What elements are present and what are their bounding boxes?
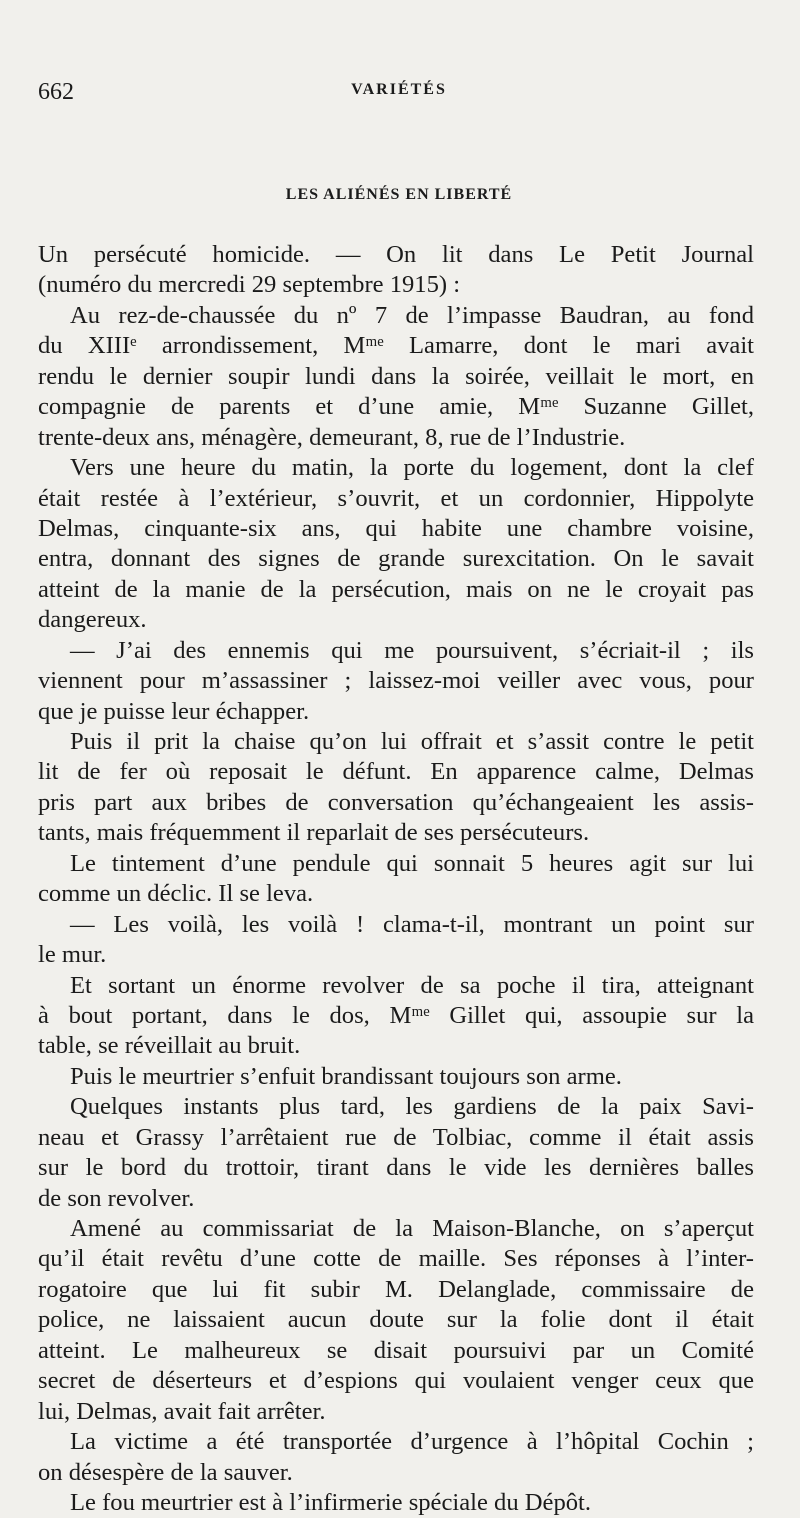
text-line: on désespère de la sauver. xyxy=(38,1458,293,1486)
text-line: Le fou meurtrier est à l’infirmerie spéciale du Dépôt. xyxy=(70,1488,592,1516)
text-line: Vers une heure du matin, la porte du logement, dont la clef xyxy=(70,454,754,482)
text-line: dangereux. xyxy=(38,606,147,634)
text-line: Quelques instants plus tard, les gardiens de la paix Savi- xyxy=(70,1093,754,1121)
text-line: à bout portant, dans le dos, Mᵐᵉ Gillet qui, assoupie sur la xyxy=(38,1001,754,1029)
text-line: — Les voilà, les voilà ! clama-t-il, montrant un point sur xyxy=(70,910,754,938)
text-line: que je puisse leur échapper. xyxy=(38,697,310,725)
text-line: le mur. xyxy=(38,941,107,969)
text-line: Un persécuté homicide. — On lit dans Le Petit Journal xyxy=(38,241,754,268)
text-line: Delmas, cinquante-six ans, qui habite une chambre voisine, xyxy=(38,514,754,542)
text-line: comme un déclic. Il se leva. xyxy=(38,880,314,908)
text-line: Puis le meurtrier s’enfuit brandissant toujours son arme. xyxy=(70,1062,622,1090)
text-line: rendu le dernier soupir lundi dans la soirée, veillait le mort, en xyxy=(38,362,754,390)
text-line: (numéro du mercredi 29 septembre 1915) : xyxy=(38,271,461,299)
text-line: du XIIIᵉ arrondissement, Mᵐᵉ Lamarre, dont le mari avait xyxy=(38,332,754,360)
running-head: VARIÉTÉS xyxy=(351,81,447,98)
text-line: entra, donnant des signes de grande surexcitation. On le savait xyxy=(38,545,754,573)
text-line: neau et Grassy l’arrêtaient rue de Tolbiac, comme il était assis xyxy=(38,1123,754,1151)
text-line: Amené au commissariat de la Maison-Blanche, on s’aperçut xyxy=(70,1215,754,1242)
text-line: Le tintement d’une pendule qui sonnait 5 heures agit sur lui xyxy=(70,849,754,877)
text-line: police, ne laissaient aucun doute sur la folie dont il était xyxy=(38,1306,754,1334)
text-line: viennent pour m’assassiner ; laissez-moi veiller avec vous, pour xyxy=(38,667,754,695)
text-line: était restée à l’extérieur, s’ouvrit, et un cordonnier, Hippolyte xyxy=(38,484,754,512)
text-line: compagnie de parents et d’une amie, Mᵐᵉ Suzanne Gillet, xyxy=(38,393,754,421)
text-line: lit de fer où reposait le défunt. En apparence calme, Delmas xyxy=(38,758,754,786)
text-line: pris part aux bribes de conversation qu’échangeaient les assis- xyxy=(38,788,754,816)
text-line: tants, mais fréquemment il reparlait de ses persécuteurs. xyxy=(38,819,590,847)
text-line: sur le bord du trottoir, tirant dans le vide les dernières balles xyxy=(38,1154,754,1182)
text-line: atteint de la manie de la persécution, mais on ne le croyait pas xyxy=(38,575,754,603)
text-line: Puis il prit la chaise qu’on lui offrait et s’assit contre le petit xyxy=(70,728,754,755)
text-line: secret de déserteurs et d’espions qui voulaient venger ceux que xyxy=(38,1367,754,1395)
text-line: qu’il était revêtu d’une cotte de maille. Ses réponses à l’inter- xyxy=(38,1245,754,1273)
text-line: — J’ai des ennemis qui me poursuivent, s’écriait-il ; ils xyxy=(70,636,754,664)
text-line: La victime a été transportée d’urgence à l’hôpital Cochin ; xyxy=(70,1428,754,1456)
text-line: rogatoire que lui fit subir M. Delanglade, commissaire de xyxy=(38,1275,754,1303)
text-line: lui, Delmas, avait fait arrêter. xyxy=(38,1397,326,1425)
section-title: LES ALIÉNÉS EN LIBERTÉ xyxy=(285,186,513,203)
page-header xyxy=(38,78,760,106)
text-line: Et sortant un énorme revolver de sa poche il tira, atteignant xyxy=(70,971,754,999)
text-line: de son revolver. xyxy=(38,1184,195,1212)
text-line: atteint. Le malheureux se disait poursuivi par un Comité xyxy=(38,1336,754,1364)
text-line: table, se réveillait au bruit. xyxy=(38,1032,301,1060)
page-number: 662 xyxy=(38,79,74,105)
text-line: Au rez-de-chaussée du nº 7 de l’impasse Baudran, au fond xyxy=(70,301,754,329)
text-line: trente-deux ans, ménagère, demeurant, 8, rue de l’Industrie. xyxy=(38,423,626,451)
article-body xyxy=(38,240,754,1518)
